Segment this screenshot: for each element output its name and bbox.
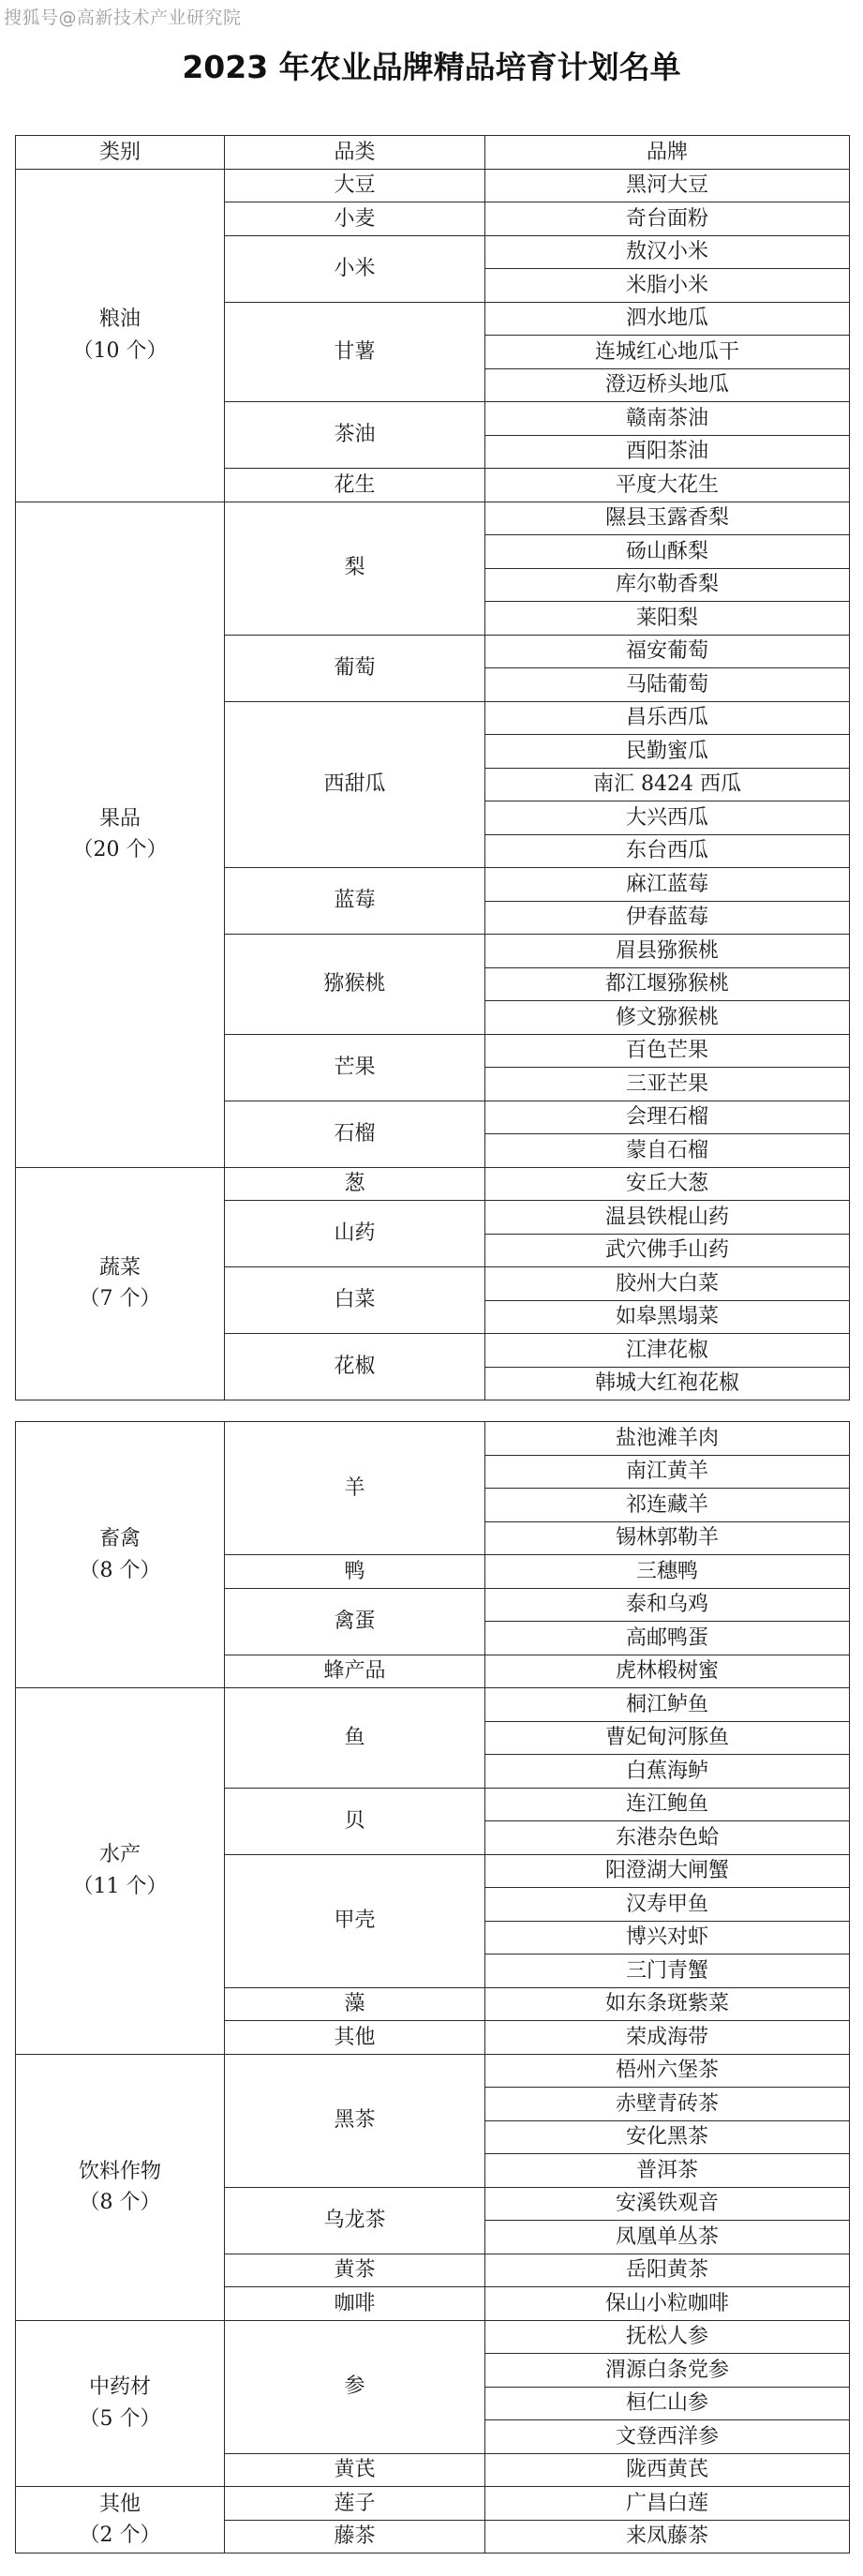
brand-cell: 虎林椴树蜜 bbox=[485, 1655, 850, 1688]
brand-cell: 修文猕猴桃 bbox=[485, 1001, 850, 1035]
table-row bbox=[16, 2320, 850, 2354]
watermark: 搜狐号@高新技术产业研究院 bbox=[4, 7, 242, 28]
brand-cell: 保山小粒咖啡 bbox=[485, 2287, 850, 2321]
variety-cell: 茶油 bbox=[225, 402, 485, 469]
variety-cell: 小麦 bbox=[225, 202, 485, 236]
category-count: （7 个） bbox=[79, 1287, 161, 1311]
header-variety: 品类 bbox=[225, 136, 485, 170]
variety-cell: 藻 bbox=[225, 1987, 485, 2021]
category-name: 饮料作物 bbox=[78, 2159, 161, 2183]
variety-cell: 花椒 bbox=[225, 1334, 485, 1400]
category-cell bbox=[16, 502, 225, 1167]
brand-cell: 眉县猕猴桃 bbox=[485, 935, 850, 968]
brand-cell: 文登西洋参 bbox=[485, 2420, 850, 2454]
brand-cell: 阳澄湖大闸蟹 bbox=[485, 1854, 850, 1888]
brand-cell: 如皋黑塌菜 bbox=[485, 1300, 850, 1334]
brand-cell: 大兴西瓜 bbox=[485, 801, 850, 835]
brand-cell: 敖汉小米 bbox=[485, 235, 850, 269]
brand-cell: 连城红心地瓜干 bbox=[485, 336, 850, 369]
variety-cell: 黄芪 bbox=[225, 2453, 485, 2487]
variety-cell: 贝 bbox=[225, 1788, 485, 1854]
brand-cell: 桐江鲈鱼 bbox=[485, 1688, 850, 1722]
brand-cell: 酉阳茶油 bbox=[485, 435, 850, 469]
category-count: （8 个） bbox=[79, 2191, 161, 2214]
brand-cell: 昌乐西瓜 bbox=[485, 701, 850, 735]
variety-cell: 小米 bbox=[225, 235, 485, 302]
category-count: （10 个） bbox=[72, 338, 168, 363]
variety-cell: 白菜 bbox=[225, 1267, 485, 1334]
brand-cell: 隰县玉露香梨 bbox=[485, 502, 850, 535]
brand-cell: 武穴佛手山药 bbox=[485, 1234, 850, 1267]
category-count: （5 个） bbox=[79, 2406, 161, 2431]
brand-cell: 泰和乌鸡 bbox=[485, 1588, 850, 1622]
table-row bbox=[16, 1422, 850, 1456]
category-cell bbox=[16, 2487, 225, 2554]
brand-cell: 汉寿甲鱼 bbox=[485, 1888, 850, 1922]
brand-cell: 砀山酥梨 bbox=[485, 535, 850, 569]
brand-table-part-1 bbox=[15, 135, 850, 1400]
variety-cell: 参 bbox=[225, 2320, 485, 2453]
category-count: （2 个） bbox=[79, 2524, 161, 2547]
brand-cell: 盐池滩羊肉 bbox=[485, 1422, 850, 1456]
brand-cell: 米脂小米 bbox=[485, 269, 850, 303]
brand-cell: 百色芒果 bbox=[485, 1034, 850, 1068]
brand-cell: 普洱茶 bbox=[485, 2154, 850, 2188]
brand-cell: 安化黑茶 bbox=[485, 2120, 850, 2154]
category-name: 蔬菜 bbox=[98, 1255, 141, 1280]
variety-cell: 葱 bbox=[225, 1167, 485, 1201]
variety-cell: 葡萄 bbox=[225, 635, 485, 701]
brand-cell: 南江黄羊 bbox=[485, 1455, 850, 1489]
variety-cell: 西甜瓜 bbox=[225, 701, 485, 868]
variety-cell: 石榴 bbox=[225, 1101, 485, 1167]
brand-cell: 麻江蓝莓 bbox=[485, 868, 850, 902]
brand-cell: 如东条斑紫菜 bbox=[485, 1987, 850, 2021]
brand-cell: 莱阳梨 bbox=[485, 602, 850, 636]
brand-cell: 民勤蜜瓜 bbox=[485, 735, 850, 769]
variety-cell: 黑茶 bbox=[225, 2054, 485, 2187]
brand-cell: 澄迈桥头地瓜 bbox=[485, 368, 850, 402]
variety-cell: 羊 bbox=[225, 1422, 485, 1555]
brand-cell: 福安葡萄 bbox=[485, 635, 850, 668]
brand-cell: 三门青蟹 bbox=[485, 1954, 850, 1988]
category-name: 畜禽 bbox=[98, 1527, 141, 1550]
brand-cell: 三穗鸭 bbox=[485, 1555, 850, 1589]
variety-cell: 甘薯 bbox=[225, 302, 485, 402]
brand-cell: 胶州大白菜 bbox=[485, 1267, 850, 1301]
variety-cell: 鱼 bbox=[225, 1688, 485, 1789]
variety-cell: 蓝莓 bbox=[225, 868, 485, 935]
brand-cell: 渭源白条党参 bbox=[485, 2354, 850, 2388]
brand-cell: 伊春蓝莓 bbox=[485, 901, 850, 935]
table-row bbox=[16, 2054, 850, 2088]
variety-cell: 禽蛋 bbox=[225, 1588, 485, 1655]
variety-cell: 咖啡 bbox=[225, 2287, 485, 2321]
brand-cell: 会理石榴 bbox=[485, 1101, 850, 1134]
category-count: （20 个） bbox=[72, 838, 168, 861]
brand-cell: 祁连藏羊 bbox=[485, 1489, 850, 1522]
table-row bbox=[16, 1167, 850, 1201]
variety-cell: 蜂产品 bbox=[225, 1655, 485, 1688]
brand-cell: 三亚芒果 bbox=[485, 1068, 850, 1101]
brand-cell: 赤壁青砖茶 bbox=[485, 2088, 850, 2121]
brand-cell: 来凤藤茶 bbox=[485, 2520, 850, 2554]
brand-cell: 马陆葡萄 bbox=[485, 668, 850, 702]
brand-cell: 安溪铁观音 bbox=[485, 2187, 850, 2221]
variety-cell: 梨 bbox=[225, 502, 485, 635]
brand-cell: 凤凰单丛茶 bbox=[485, 2221, 850, 2254]
category-cell bbox=[16, 1167, 225, 1400]
brand-cell: 陇西黄芪 bbox=[485, 2453, 850, 2487]
variety-cell: 黄茶 bbox=[225, 2254, 485, 2287]
brand-cell: 东台西瓜 bbox=[485, 834, 850, 868]
brand-cell: 安丘大葱 bbox=[485, 1167, 850, 1201]
header-brand: 品牌 bbox=[485, 136, 850, 170]
category-cell bbox=[16, 1688, 225, 2055]
category-name: 粮油 bbox=[98, 307, 141, 331]
variety-cell: 藤茶 bbox=[225, 2520, 485, 2554]
variety-cell: 鸭 bbox=[225, 1555, 485, 1589]
table-header-row bbox=[16, 136, 850, 170]
brand-cell: 高邮鸭蛋 bbox=[485, 1622, 850, 1655]
category-count: （8 个） bbox=[79, 1558, 161, 1582]
brand-table-part-2 bbox=[15, 1421, 850, 2554]
category-cell bbox=[16, 169, 225, 502]
brand-cell: 抚松人参 bbox=[485, 2320, 850, 2354]
category-cell bbox=[16, 2320, 225, 2487]
table-row bbox=[16, 1688, 850, 1722]
brand-cell: 韩城大红袍花椒 bbox=[485, 1367, 850, 1400]
category-name: 其他 bbox=[98, 2492, 141, 2516]
brand-cell: 奇台面粉 bbox=[485, 202, 850, 236]
brand-cell: 赣南茶油 bbox=[485, 402, 850, 436]
header-category: 类别 bbox=[16, 136, 225, 170]
brand-cell: 博兴对虾 bbox=[485, 1921, 850, 1954]
category-cell bbox=[16, 1422, 225, 1688]
brand-cell: 南汇 8424 西瓜 bbox=[485, 768, 850, 801]
brand-cell: 泗水地瓜 bbox=[485, 302, 850, 336]
brand-cell: 荣成海带 bbox=[485, 2021, 850, 2055]
category-count: （11 个） bbox=[72, 1874, 168, 1898]
brand-cell: 连江鲍鱼 bbox=[485, 1788, 850, 1821]
category-cell bbox=[16, 2054, 225, 2320]
category-name: 中药材 bbox=[88, 2375, 151, 2400]
page-title: 2023 年农业品牌精品培育计划名单 bbox=[182, 49, 681, 85]
brand-cell: 桓仁山参 bbox=[485, 2387, 850, 2420]
brand-cell: 蒙自石榴 bbox=[485, 1134, 850, 1168]
variety-cell: 甲壳 bbox=[225, 1854, 485, 1987]
variety-cell: 花生 bbox=[225, 469, 485, 502]
table-row bbox=[16, 502, 850, 535]
brand-cell: 岳阳黄茶 bbox=[485, 2254, 850, 2287]
brand-cell: 曹妃甸河豚鱼 bbox=[485, 1721, 850, 1755]
brand-cell: 锡林郭勒羊 bbox=[485, 1521, 850, 1555]
brand-cell: 黑河大豆 bbox=[485, 169, 850, 202]
table-row bbox=[16, 169, 850, 202]
brand-cell: 梧州六堡茶 bbox=[485, 2054, 850, 2088]
variety-cell: 猕猴桃 bbox=[225, 935, 485, 1035]
brand-cell: 温县铁棍山药 bbox=[485, 1201, 850, 1235]
brand-cell: 广昌白莲 bbox=[485, 2487, 850, 2521]
variety-cell: 其他 bbox=[225, 2021, 485, 2055]
variety-cell: 莲子 bbox=[225, 2487, 485, 2521]
brand-cell: 平度大花生 bbox=[485, 469, 850, 502]
table-row bbox=[16, 2487, 850, 2521]
brand-cell: 江津花椒 bbox=[485, 1334, 850, 1368]
brand-cell: 东港杂色蛤 bbox=[485, 1821, 850, 1855]
category-name: 水产 bbox=[98, 1843, 141, 1867]
variety-cell: 大豆 bbox=[225, 169, 485, 202]
brand-cell: 库尔勒香梨 bbox=[485, 568, 850, 602]
brand-cell: 白蕉海鲈 bbox=[485, 1755, 850, 1789]
variety-cell: 芒果 bbox=[225, 1034, 485, 1101]
category-name: 果品 bbox=[98, 806, 141, 831]
variety-cell: 乌龙茶 bbox=[225, 2187, 485, 2254]
variety-cell: 山药 bbox=[225, 1201, 485, 1267]
brand-cell: 都江堰猕猴桃 bbox=[485, 967, 850, 1001]
